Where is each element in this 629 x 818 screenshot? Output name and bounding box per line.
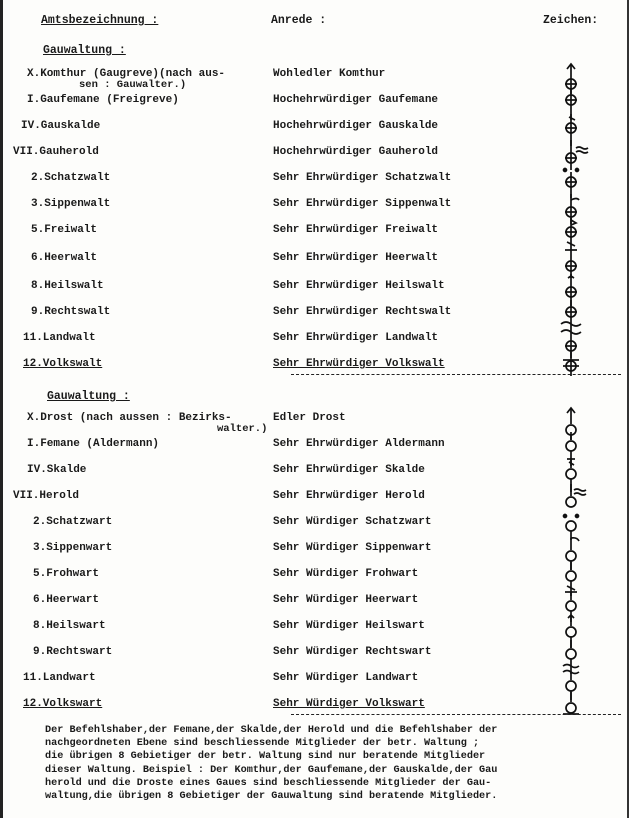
- office-title: 11.Landwalt: [23, 332, 96, 344]
- salutation: Sehr Würdiger Volkswart: [273, 698, 425, 710]
- salutation: Sehr Würdiger Rechtswart: [273, 646, 432, 658]
- office-title: 6.Heerwalt: [31, 252, 98, 264]
- salutation: Sehr Ehrwürdiger Freiwalt: [273, 224, 439, 236]
- salutation: Edler Drost: [273, 412, 346, 424]
- column-header-anrede: Anrede :: [271, 14, 327, 27]
- table-row: [3, 94, 629, 120]
- salutation: Sehr Ehrwürdiger Herold: [273, 490, 425, 502]
- table-row: [3, 646, 629, 672]
- section-title-gauwaltung: Gauwaltung :: [43, 44, 126, 57]
- salutation: Sehr Ehrwürdiger Skalde: [273, 464, 425, 476]
- office-title: 9.Rechtswart: [33, 646, 113, 658]
- office-title: 5.Frohwart: [33, 568, 100, 580]
- salutation: Sehr Ehrwürdiger Schatzwalt: [273, 172, 452, 184]
- office-title: 12.Volkswalt: [23, 358, 103, 370]
- table-row: [3, 306, 629, 332]
- office-title: I.Gaufemane (Freigreve): [27, 94, 179, 106]
- salutation: Sehr Würdiger Heerwart: [273, 594, 419, 606]
- table-row: [3, 358, 629, 384]
- salutation: Sehr Würdiger Schatzwart: [273, 516, 432, 528]
- salutation: Sehr Ehrwürdiger Landwalt: [273, 332, 439, 344]
- table-row: [3, 620, 629, 646]
- table-row: [3, 464, 629, 490]
- table-row: [3, 280, 629, 306]
- salutation: Wohledler Komthur: [273, 68, 386, 80]
- table-row: [3, 68, 629, 94]
- office-title: 9.Rechtswalt: [31, 306, 111, 318]
- table-row: [3, 568, 629, 594]
- salutation: Hochehrwürdiger Gauherold: [273, 146, 439, 158]
- table-row: [3, 332, 629, 358]
- rune-volkswart-icon: [559, 692, 595, 726]
- table-row: [3, 412, 629, 438]
- salutation: Sehr Würdiger Heilswart: [273, 620, 425, 632]
- table-row: [3, 516, 629, 542]
- section-divider: [291, 374, 621, 375]
- table-row: [3, 146, 629, 172]
- salutation: Sehr Würdiger Landwart: [273, 672, 419, 684]
- office-title: IV.Skalde: [27, 464, 87, 476]
- table-row: [3, 438, 629, 464]
- office-title: 5.Freiwalt: [31, 224, 98, 236]
- salutation: Sehr Ehrwürdiger Volkswalt: [273, 358, 445, 370]
- salutation: Sehr Ehrwürdiger Heerwalt: [273, 252, 439, 264]
- table-row: [3, 224, 629, 250]
- office-title: 6.Heerwart: [33, 594, 100, 606]
- office-title: I.Femane (Aldermann): [27, 438, 160, 450]
- table-row: [3, 542, 629, 568]
- table-row: [3, 252, 629, 278]
- office-title: 8.Heilswart: [33, 620, 106, 632]
- rune-volkswalt-icon: [559, 352, 595, 386]
- salutation: Hochehrwürdiger Gaufemane: [273, 94, 439, 106]
- section-divider: [291, 714, 621, 715]
- table-row: [3, 198, 629, 224]
- office-title: 3.Sippenwalt: [31, 198, 111, 210]
- office-title: IV.Gauskalde: [21, 120, 101, 132]
- office-title: 2.Schatzwalt: [31, 172, 111, 184]
- footnote-text: Der Befehlshaber,der Femane,der Skalde,der Herold und die Befehlshaber der nachgeordneten Ebene sind beschliessende Mitglieder der betr. Waltung ; die übrigen 8 Gebietiger der betr. Waltung sind nur beratende Mitglieder dieser Waltung. Beispiel : Der Komthur,der Gaufemane,der Gauskalde,der Gau herold und die Droste eines Gaues sind beschliessende Mitglieder der Gau- waltung,die übrigen 8 Gebietiger der Gauwaltung sind beratende Mitglieder.: [45, 725, 498, 803]
- office-title: VII.Herold: [13, 490, 80, 502]
- office-title: 3.Sippenwart: [33, 542, 113, 554]
- office-title: 11.Landwart: [23, 672, 96, 684]
- office-title: X.Komthur (Gaugreve)(nach aus- sen : Gauwalter.): [27, 68, 226, 91]
- salutation: Hochehrwürdiger Gauskalde: [273, 120, 439, 132]
- table-row: [3, 172, 629, 198]
- table-row: [3, 490, 629, 516]
- office-title: VII.Gauherold: [13, 146, 99, 158]
- salutation: Sehr Ehrwürdiger Rechtswalt: [273, 306, 452, 318]
- table-row: [3, 120, 629, 146]
- office-title: X.Drost (nach aussen : Bezirks- walter.): [27, 412, 268, 435]
- column-header-zeichen: Zeichen:: [543, 14, 599, 27]
- section-title-gauwaltung-2: Gauwaltung :: [47, 390, 130, 403]
- salutation: Sehr Würdiger Sippenwart: [273, 542, 432, 554]
- salutation: Sehr Ehrwürdiger Heilswalt: [273, 280, 445, 292]
- table-row: [3, 672, 629, 698]
- office-title: 12.Volkswart: [23, 698, 103, 710]
- office-title: 2.Schatzwart: [33, 516, 113, 528]
- column-header-amtsbezeichnung: Amtsbezeichnung :: [41, 14, 159, 27]
- salutation: Sehr Ehrwürdiger Aldermann: [273, 438, 445, 450]
- salutation: Sehr Würdiger Frohwart: [273, 568, 419, 580]
- salutation: Sehr Ehrwürdiger Sippenwalt: [273, 198, 452, 210]
- table-row: [3, 698, 629, 724]
- office-title: 8.Heilswalt: [31, 280, 104, 292]
- table-row: [3, 594, 629, 620]
